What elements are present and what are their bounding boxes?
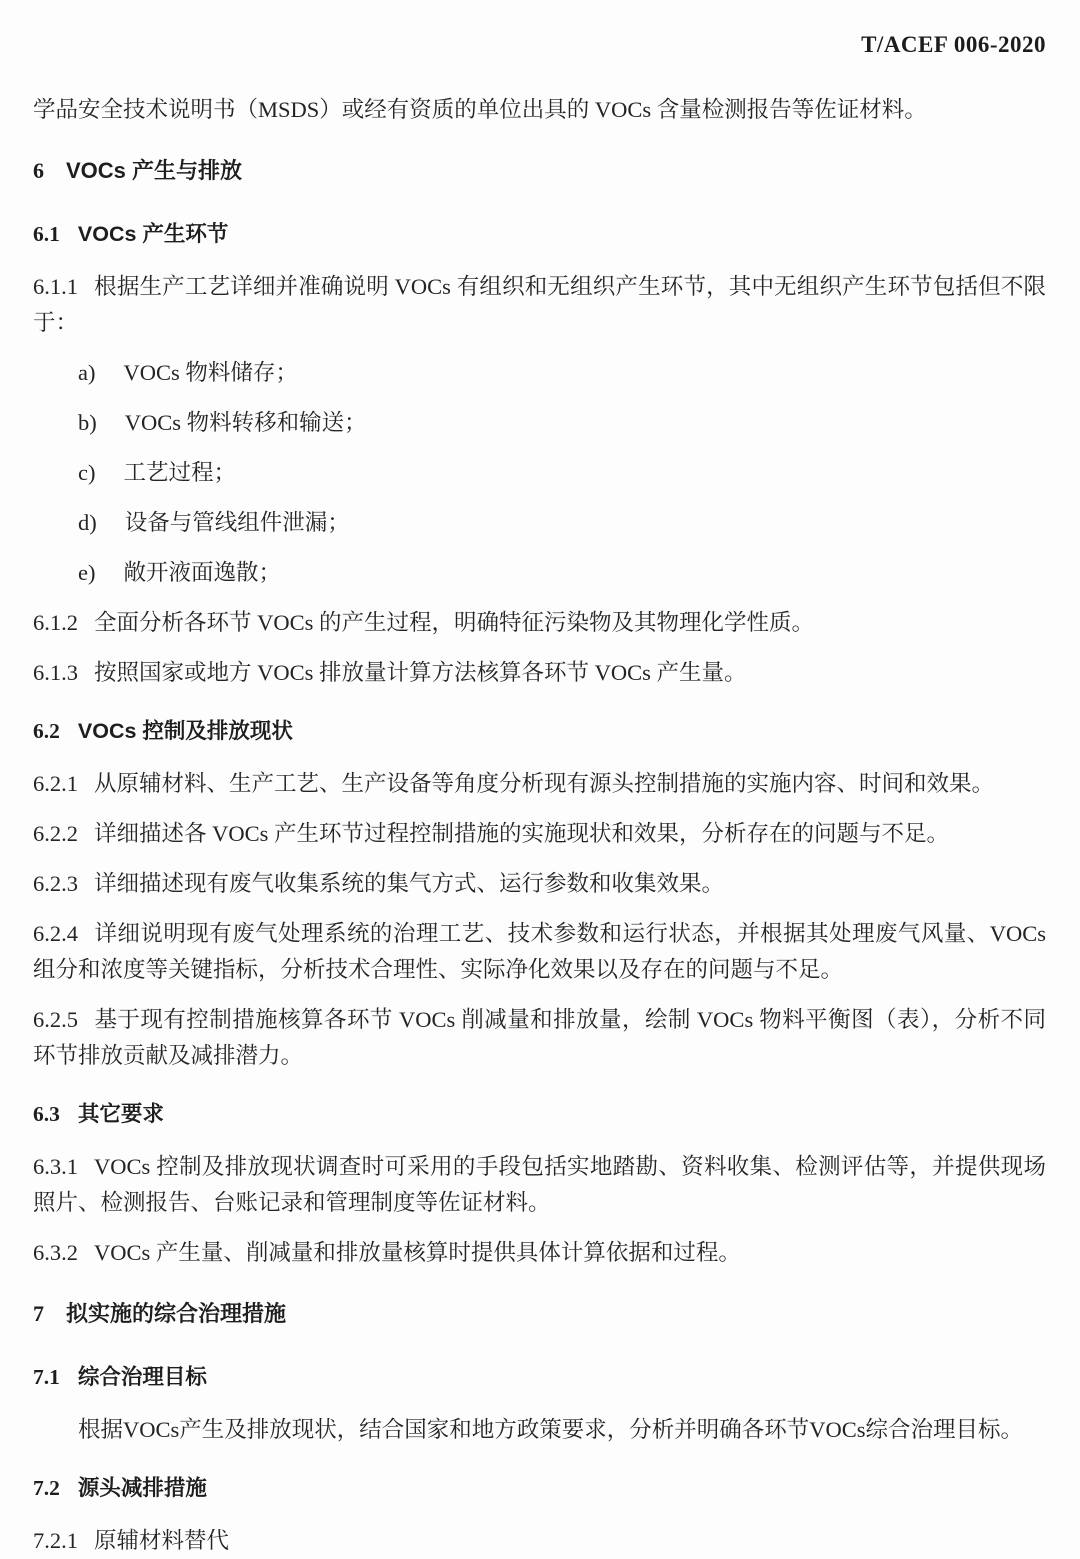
section-heading [33, 1100, 1046, 1129]
clause-number: 6.2.1 [33, 771, 78, 796]
clause-number: 7.1 [33, 1365, 60, 1389]
numbered-paragraph [33, 816, 1046, 852]
clause-number: e) [78, 560, 96, 585]
clause-number: 6.1.1 [33, 274, 78, 299]
clause-text: VOCs 控制及排放现状 [77, 719, 293, 743]
clause-text: VOCs 产生环节 [77, 222, 229, 246]
numbered-paragraph [33, 916, 1046, 988]
numbered-paragraph [33, 1149, 1046, 1221]
clause-text: 原辅材料替代 [94, 1528, 230, 1553]
section-heading [33, 1363, 1046, 1392]
clause-text: 工艺过程； [123, 460, 236, 485]
numbered-paragraph [33, 866, 1046, 902]
clause-number: 6.2.5 [33, 1007, 78, 1032]
clause-number: 6.2.2 [33, 821, 78, 846]
list-item [78, 355, 1046, 391]
clause-text: 从原辅材料、生产工艺、生产设备等角度分析现有源头控制措施的实施内容、时间和效果。 [94, 771, 995, 796]
indented-paragraph [33, 1412, 1046, 1448]
clause-text: 设备与管线组件泄漏； [124, 510, 350, 535]
clause-text: 根据生产工艺详细并准确说明 VOCs 有组织和无组织产生环节，其中无组织产生环节包括但不限于： [33, 274, 1046, 335]
clause-number: 7.2 [33, 1476, 60, 1500]
clause-text: 按照国家或地方 VOCs 排放量计算方法核算各环节 VOCs 产生量。 [94, 660, 747, 685]
chapter-heading [33, 156, 1046, 186]
clause-text: 学品安全技术说明书（MSDS）或经有资质的单位出具的 VOCs 含量检测报告等佐证材料。 [33, 97, 927, 122]
clause-number: c) [78, 460, 96, 485]
clause-text: VOCs 物料储存； [123, 360, 298, 385]
numbered-paragraph [33, 1002, 1046, 1074]
clause-number: 7 [33, 1301, 44, 1326]
clause-number: 6.3 [33, 1102, 60, 1126]
section-heading [33, 717, 1046, 746]
clause-number: b) [78, 410, 97, 435]
clause-text: VOCs 产生与排放 [66, 158, 243, 183]
clause-number: 6.2 [33, 719, 60, 743]
numbered-paragraph [33, 1523, 1046, 1559]
numbered-paragraph [33, 269, 1046, 341]
clause-number: a) [78, 360, 96, 385]
clause-text: 全面分析各环节 VOCs 的产生过程，明确特征污染物及其物理化学性质。 [94, 610, 815, 635]
list-item [78, 405, 1046, 441]
list-item [78, 455, 1046, 491]
clause-number: 6.2.4 [33, 921, 78, 946]
clause-text: VOCs 物料转移和输送； [124, 410, 367, 435]
clause-number: 6.3.1 [33, 1154, 78, 1179]
clause-text: VOCs 产生量、削减量和排放量核算时提供具体计算依据和过程。 [94, 1240, 741, 1265]
clause-number: d) [78, 510, 97, 535]
clause-number: 6.1.3 [33, 660, 78, 685]
numbered-paragraph [33, 1235, 1046, 1271]
clause-text: VOCs 控制及排放现状调查时可采用的手段包括实地踏勘、资料收集、检测评估等，并提供现场照片、检测报告、台账记录和管理制度等佐证材料。 [33, 1154, 1046, 1215]
clause-number: 6.1 [33, 222, 60, 246]
clause-number: 6.2.3 [33, 871, 78, 896]
clause-text: 基于现有控制措施核算各环节 VOCs 削减量和排放量，绘制 VOCs 物料平衡图（表），分析不同环节排放贡献及减排潜力。 [33, 1007, 1046, 1068]
clause-text: 详细说明现有废气处理系统的治理工艺、技术参数和运行状态，并根据其处理废气风量、VOCs 组分和浓度等关键指标，分析技术合理性、实际净化效果以及存在的问题与不足。 [33, 921, 1046, 982]
paragraph [33, 92, 1046, 128]
numbered-paragraph [33, 766, 1046, 802]
list-item [78, 505, 1046, 541]
numbered-paragraph [33, 655, 1046, 691]
clause-number: 6.1.2 [33, 610, 78, 635]
clause-text: 详细描述现有废气收集系统的集气方式、运行参数和收集效果。 [94, 871, 725, 896]
section-heading [33, 1474, 1046, 1503]
page-header [33, 32, 1046, 58]
clause-text: 敞开液面逸散； [123, 560, 281, 585]
document-body [33, 92, 1046, 1559]
chapter-heading [33, 1299, 1046, 1329]
clause-text: 源头减排措施 [77, 1476, 207, 1500]
clause-text: 其它要求 [77, 1102, 164, 1126]
clause-number: 6 [33, 158, 44, 183]
clause-number: 6.3.2 [33, 1240, 78, 1265]
clause-text: 详细描述各 VOCs 产生环节过程控制措施的实施现状和效果，分析存在的问题与不足。 [94, 821, 950, 846]
clause-text: 综合治理目标 [77, 1365, 207, 1389]
clause-number: 7.2.1 [33, 1528, 78, 1553]
standard-code: T/ACEF 006-2020 [861, 32, 1046, 57]
clause-text: 根据VOCs产生及排放现状，结合国家和地方政策要求，分析并明确各环节VOCs综合治理目标。 [78, 1417, 1024, 1442]
list-item [78, 555, 1046, 591]
section-heading [33, 220, 1046, 249]
numbered-paragraph [33, 605, 1046, 641]
clause-text: 拟实施的综合治理措施 [66, 1301, 287, 1326]
